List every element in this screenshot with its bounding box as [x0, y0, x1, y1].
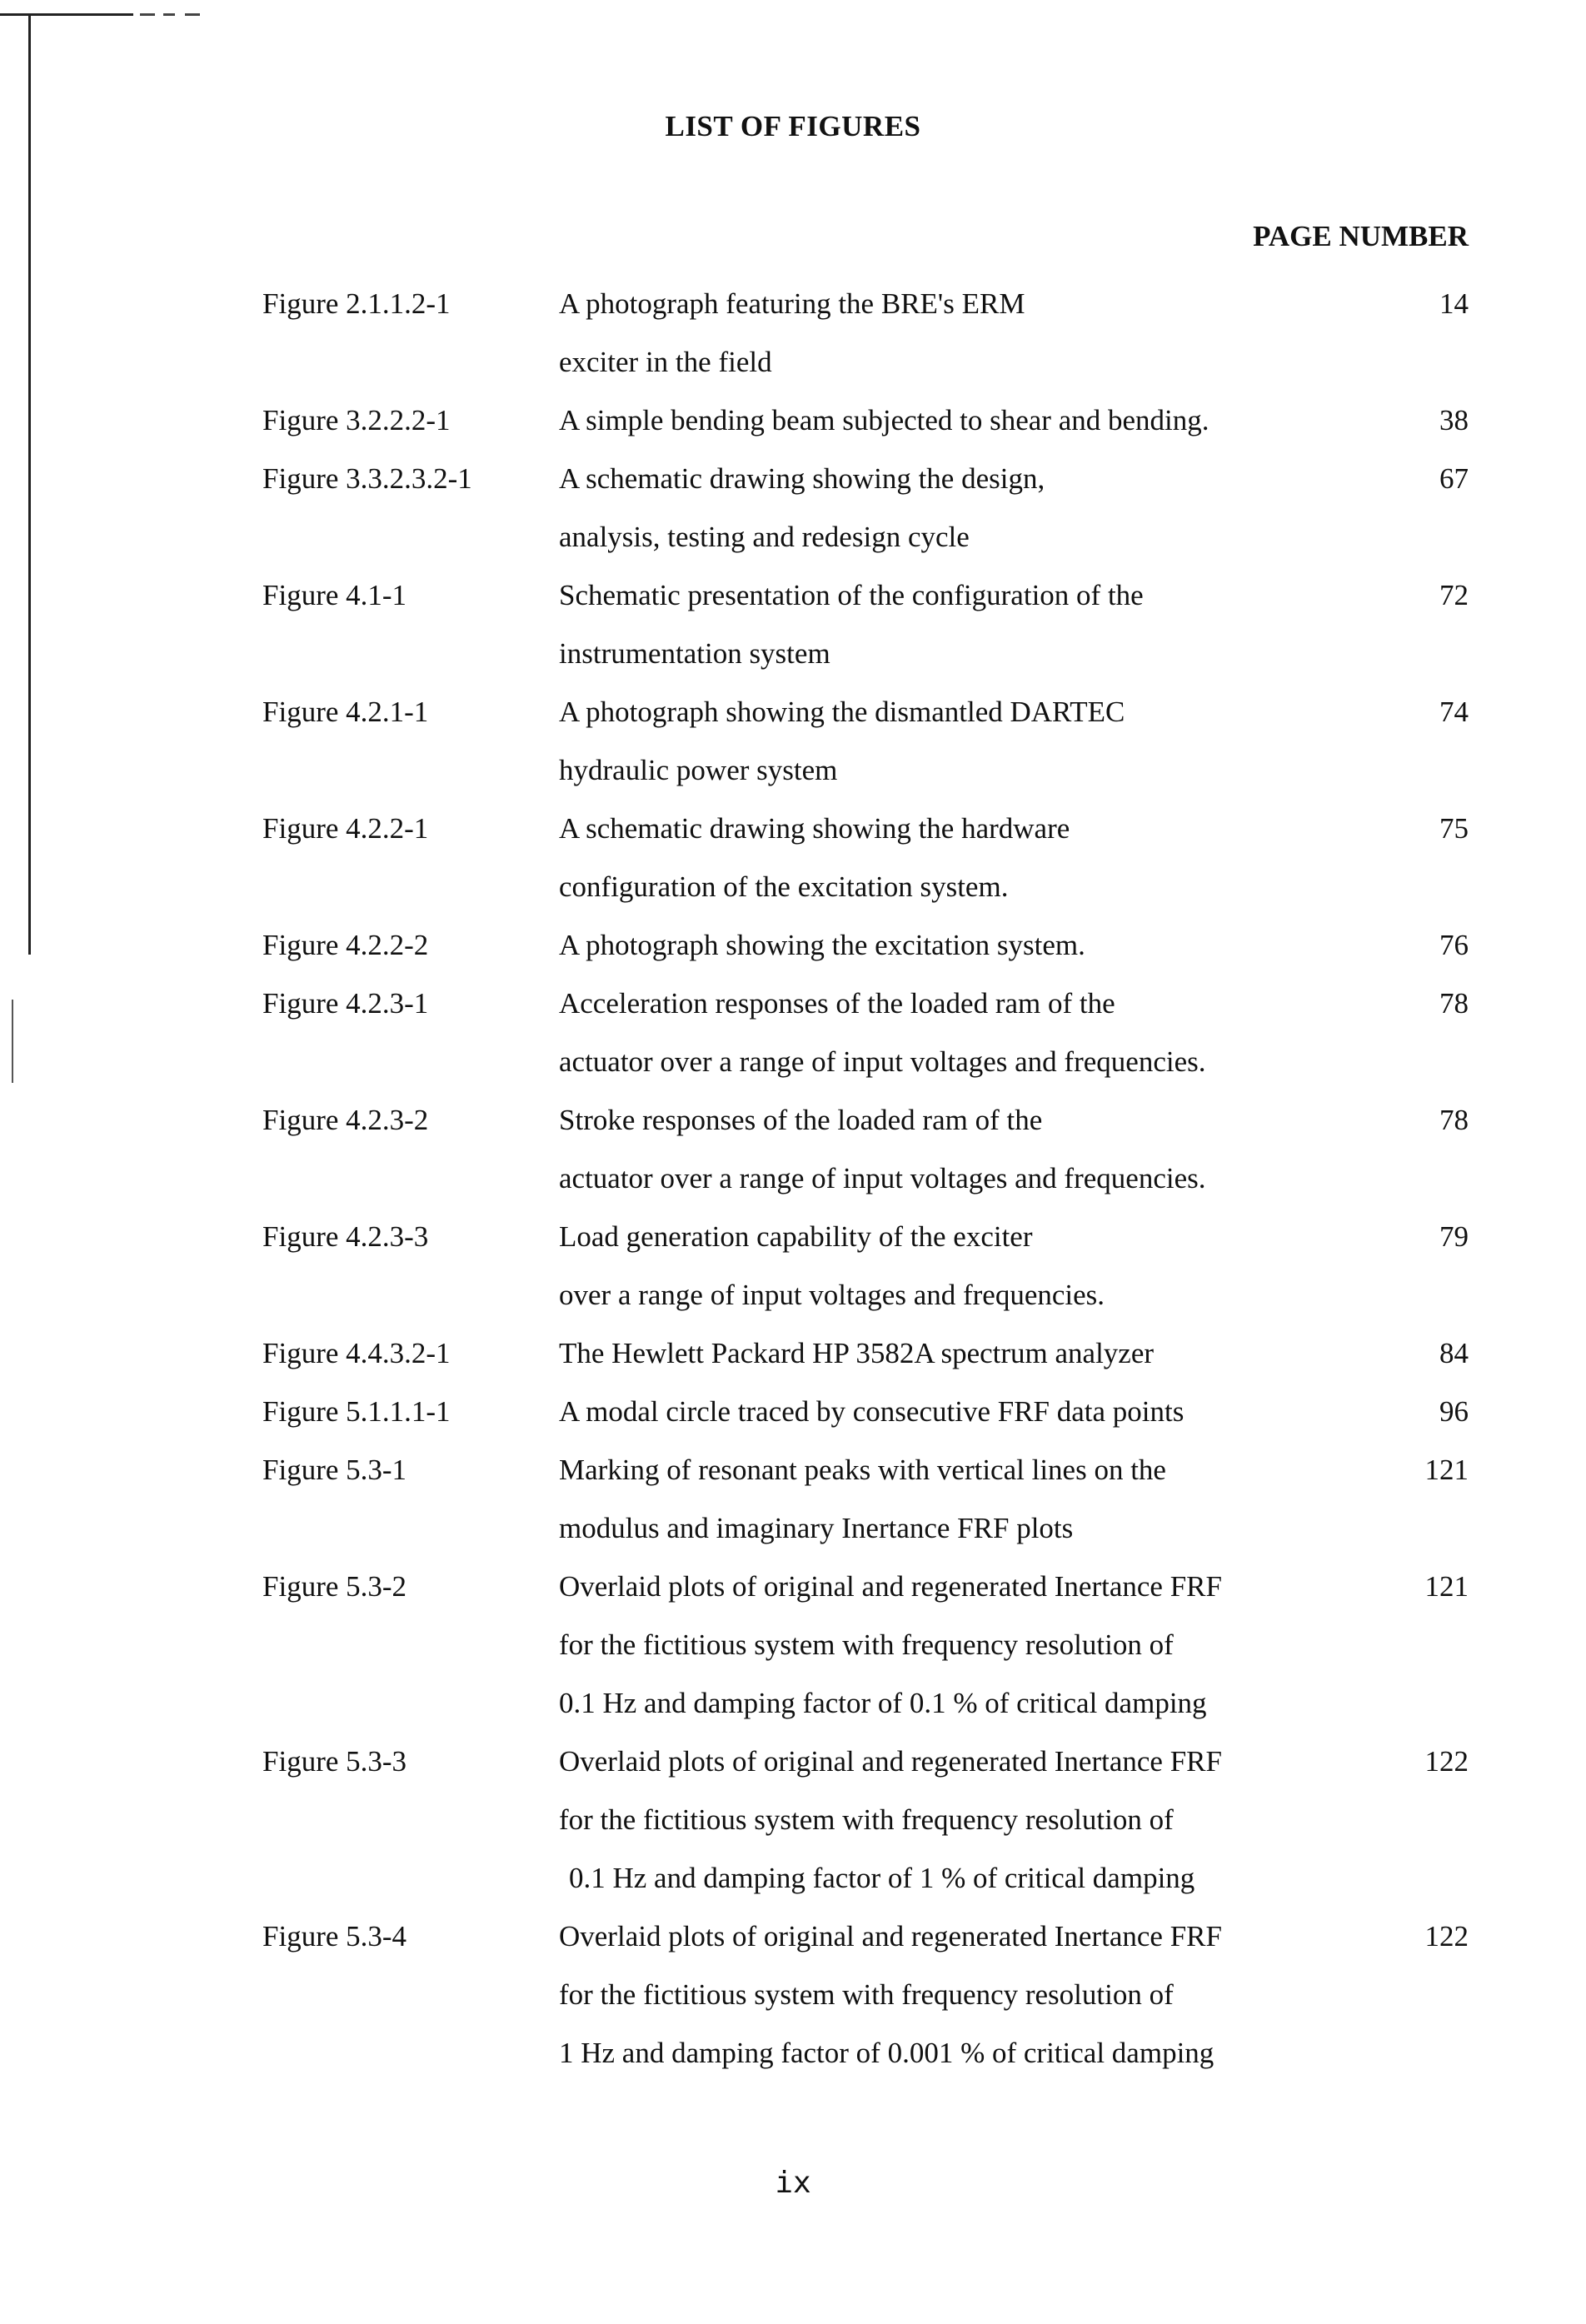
- figure-page-number: 121: [1424, 1454, 1469, 1486]
- figure-page-number: 74: [1439, 696, 1469, 728]
- figure-entry: [0, 1441, 1586, 1558]
- figure-description-line: A modal circle traced by consecutive FRF data points: [559, 1395, 1185, 1428]
- page-title: LIST OF FIGURES: [665, 110, 921, 142]
- figure-description-line: configuration of the excitation system.: [559, 870, 1009, 903]
- figure-description: [559, 1091, 1375, 1208]
- figure-description-line: Overlaid plots of original and regenerated Inertance FRF: [559, 1570, 1222, 1603]
- figure-description-line: A photograph featuring the BRE's ERM: [559, 287, 1025, 320]
- figure-description: [559, 1733, 1375, 1908]
- figure-description-line: actuator over a range of input voltages and frequencies.: [559, 1045, 1206, 1078]
- figure-entry: [0, 1733, 1586, 1908]
- figure-label: Figure 5.3-4: [262, 1920, 407, 1952]
- figure-description: [559, 1208, 1375, 1324]
- figure-description-line: Overlaid plots of original and regenerated Inertance FRF: [559, 1745, 1222, 1778]
- figure-description: [559, 1558, 1375, 1733]
- scan-crop-mark-dash: [163, 13, 175, 16]
- figure-list: [0, 275, 1586, 2082]
- figure-entry: [0, 683, 1586, 800]
- figure-label: Figure 5.3-2: [262, 1570, 407, 1603]
- figure-description: [559, 1324, 1375, 1383]
- figure-description-line: analysis, testing and redesign cycle: [559, 521, 970, 553]
- figure-label: Figure 4.2.3-3: [262, 1220, 429, 1253]
- figure-label: Figure 5.3-1: [262, 1454, 407, 1486]
- figure-description-line: Stroke responses of the loaded ram of the: [559, 1104, 1043, 1136]
- figure-description-line: 0.1 Hz and damping factor of 0.1 % of critical damping: [559, 1687, 1207, 1719]
- figure-description: [559, 275, 1375, 391]
- figure-page-number: 122: [1424, 1745, 1469, 1778]
- figure-description-line: 0.1 Hz and damping factor of 1 % of critical damping: [569, 1862, 1195, 1894]
- scan-crop-mark-top: [0, 13, 133, 16]
- figure-page-number: 78: [1439, 1104, 1469, 1136]
- figure-entry: [0, 975, 1586, 1091]
- figure-label: Figure 3.2.2.2-1: [262, 404, 451, 436]
- figure-description-line: The Hewlett Packard HP 3582A spectrum analyzer: [559, 1337, 1155, 1369]
- figure-entry: [0, 1558, 1586, 1733]
- figure-description-line: Acceleration responses of the loaded ram of the: [559, 987, 1115, 1020]
- figure-page-number: 79: [1439, 1220, 1469, 1253]
- figure-entry: [0, 391, 1586, 450]
- figure-description: [559, 1908, 1375, 2082]
- figure-label: Figure 3.3.2.3.2-1: [262, 462, 472, 495]
- figure-entry: [0, 450, 1586, 566]
- figure-description: [559, 975, 1375, 1091]
- figure-description-line: instrumentation system: [559, 637, 830, 670]
- figure-description: [559, 391, 1375, 450]
- figure-page-number: 121: [1424, 1570, 1469, 1603]
- figure-label: Figure 4.2.1-1: [262, 696, 429, 728]
- figure-description: [559, 1441, 1375, 1558]
- figure-description-line: Load generation capability of the exciter: [559, 1220, 1033, 1253]
- figure-entry: [0, 1208, 1586, 1324]
- scan-crop-mark-dash: [185, 13, 200, 16]
- figure-page-number: 84: [1439, 1337, 1469, 1369]
- page-number-column-header: PAGE NUMBER: [1253, 220, 1469, 252]
- scan-crop-mark-dash: [140, 13, 155, 16]
- figure-entry: [0, 800, 1586, 916]
- figure-entry: [0, 1324, 1586, 1383]
- figure-description-line: hydraulic power system: [559, 754, 838, 786]
- figure-description-line: Marking of resonant peaks with vertical lines on the: [559, 1454, 1166, 1486]
- figure-description: [559, 916, 1375, 975]
- figure-description-line: for the fictitious system with frequency resolution of: [559, 1803, 1174, 1836]
- figure-label: Figure 5.1.1.1-1: [262, 1395, 451, 1428]
- figure-label: Figure 4.2.3-2: [262, 1104, 429, 1136]
- figure-entry: [0, 566, 1586, 683]
- figure-description: [559, 1383, 1375, 1441]
- figure-label: Figure 4.2.3-1: [262, 987, 429, 1020]
- figure-entry: [0, 1091, 1586, 1208]
- figure-page-number: 96: [1439, 1395, 1469, 1428]
- figure-description-line: 1 Hz and damping factor of 0.001 % of critical damping: [559, 2037, 1214, 2069]
- figure-page-number: 75: [1439, 812, 1469, 845]
- page-footer-number: ix: [775, 2166, 811, 2200]
- figure-label: Figure 4.4.3.2-1: [262, 1337, 451, 1369]
- figure-description-line: modulus and imaginary Inertance FRF plots: [559, 1512, 1074, 1544]
- figure-page-number: 67: [1439, 462, 1469, 495]
- figure-entry: [0, 275, 1586, 391]
- figure-page-number: 38: [1439, 404, 1469, 436]
- figure-description-line: exciter in the field: [559, 346, 772, 378]
- figure-description-line: over a range of input voltages and frequencies.: [559, 1279, 1105, 1311]
- figure-page-number: 72: [1439, 579, 1469, 611]
- figure-label: Figure 5.3-3: [262, 1745, 407, 1778]
- figure-description-line: Schematic presentation of the configuration of the: [559, 579, 1144, 611]
- figure-description-line: A schematic drawing showing the hardware: [559, 812, 1070, 845]
- figure-label: Figure 2.1.1.2-1: [262, 287, 451, 320]
- figure-entry: [0, 916, 1586, 975]
- figure-label: Figure 4.1-1: [262, 579, 407, 611]
- figure-page-number: 78: [1439, 987, 1469, 1020]
- figure-description-line: A schematic drawing showing the design,: [559, 462, 1045, 495]
- figure-description: [559, 683, 1375, 800]
- figure-description-line: A photograph showing the dismantled DARTEC: [559, 696, 1125, 728]
- figure-description-line: A photograph showing the excitation system.: [559, 929, 1085, 961]
- figure-description-line: for the fictitious system with frequency resolution of: [559, 1978, 1174, 2011]
- figure-entry: [0, 1383, 1586, 1441]
- figure-description-line: actuator over a range of input voltages and frequencies.: [559, 1162, 1206, 1194]
- figure-page-number: 122: [1424, 1920, 1469, 1952]
- figure-page-number: 76: [1439, 929, 1469, 961]
- figure-description-line: A simple bending beam subjected to shear and bending.: [559, 404, 1209, 436]
- figure-label: Figure 4.2.2-2: [262, 929, 429, 961]
- figure-description-line: for the fictitious system with frequency resolution of: [559, 1628, 1174, 1661]
- figure-description: [559, 450, 1375, 566]
- figure-description: [559, 800, 1375, 916]
- figure-page-number: 14: [1439, 287, 1469, 320]
- figure-label: Figure 4.2.2-1: [262, 812, 429, 845]
- figure-description-line: Overlaid plots of original and regenerated Inertance FRF: [559, 1920, 1222, 1952]
- figure-description: [559, 566, 1375, 683]
- figure-entry: [0, 1908, 1586, 2082]
